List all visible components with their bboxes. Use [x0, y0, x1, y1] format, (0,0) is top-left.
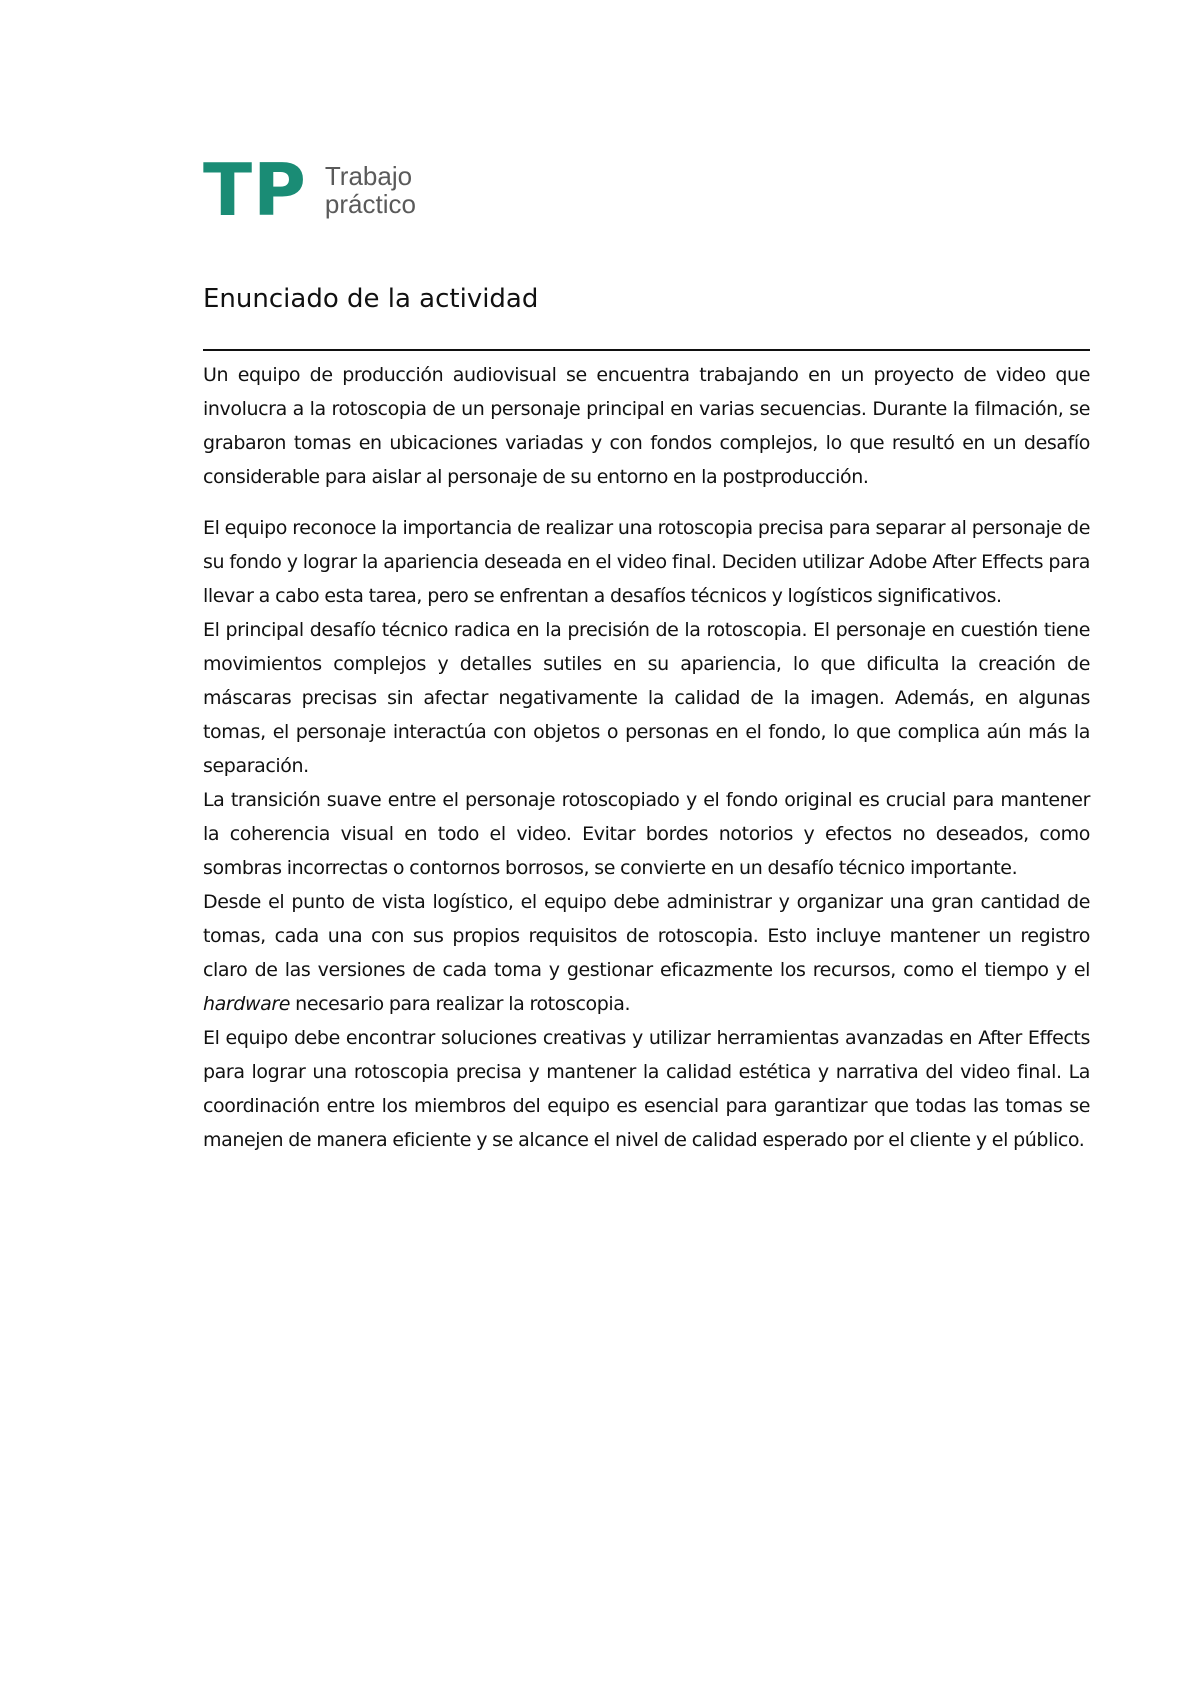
- paragraph-1: Un equipo de producción audiovisual se encuentra trabajando en un proyecto de video que involucra a la rotoscopia de un personaje principal en varias secuencias. Durante la filmación, se grabaron tomas en ubicaciones variadas y con fondos complejos, lo que resultó en un desafío considerable para aislar al personaje de su entorno en la postproducción.: [203, 364, 1090, 488]
- logo-text-line1: Trabajo: [324, 161, 413, 191]
- paragraph-5-before: Desde el punto de vista logístico, el equipo debe administrar y organizar una gran cantidad de tomas, cada una con sus propios requisitos de rotoscopia. Esto incluye mantener un registro claro de las versiones de cada toma y gestionar eficazmente los recursos, como el tiempo y el: [203, 891, 1090, 981]
- paragraph-6: El equipo debe encontrar soluciones creativas y utilizar herramientas avanzadas en After Effects para lograr una rotoscopia precisa y mantener la calidad estética y narrativa del video final. La coordinación entre los miembros del equipo es esencial para garantizar que todas las tomas se manejen de manera eficiente y se alcance el nivel de calidad esperado por el cliente y el público.: [203, 1027, 1090, 1151]
- page-title: Enunciado de la actividad: [203, 284, 539, 314]
- paragraph-3: El principal desafío técnico radica en la precisión de la rotoscopia. El personaje en cuestión tiene movimientos complejos y detalles sutiles en su apariencia, lo que dificulta la creación de máscaras precisas sin afectar negativamente la calidad de la imagen. Además, en algunas tomas, el personaje interactúa con objetos o personas en el fondo, lo que complica aún más la separación.: [203, 619, 1090, 777]
- paragraph-5-after: necesario para realizar la rotoscopia.: [290, 993, 631, 1015]
- activity-statement: [203, 358, 1090, 1157]
- paragraph-5-italic: hardware: [203, 993, 291, 1015]
- paragraph-4: La transición suave entre el personaje rotoscopiado y el fondo original es crucial para mantener la coherencia visual en todo el video. Evitar bordes notorios y efectos no deseados, como sombras incorrectas o contornos borrosos, se convierte en un desafío técnico importante.: [203, 789, 1090, 879]
- paragraph-5: [203, 885, 1090, 1021]
- logo-text: [325, 162, 416, 218]
- logo-mark: TP: [203, 148, 307, 232]
- logo-text-line2: práctico: [324, 189, 416, 219]
- title-divider: [203, 349, 1090, 351]
- logo: [203, 148, 416, 232]
- paragraph-2: El equipo reconoce la importancia de realizar una rotoscopia precisa para separar al personaje de su fondo y lograr la apariencia deseada en el video final. Deciden utilizar Adobe After Effects para llevar a cabo esta tarea, pero se enfrentan a desafíos técnicos y logísticos significativos.: [203, 517, 1090, 607]
